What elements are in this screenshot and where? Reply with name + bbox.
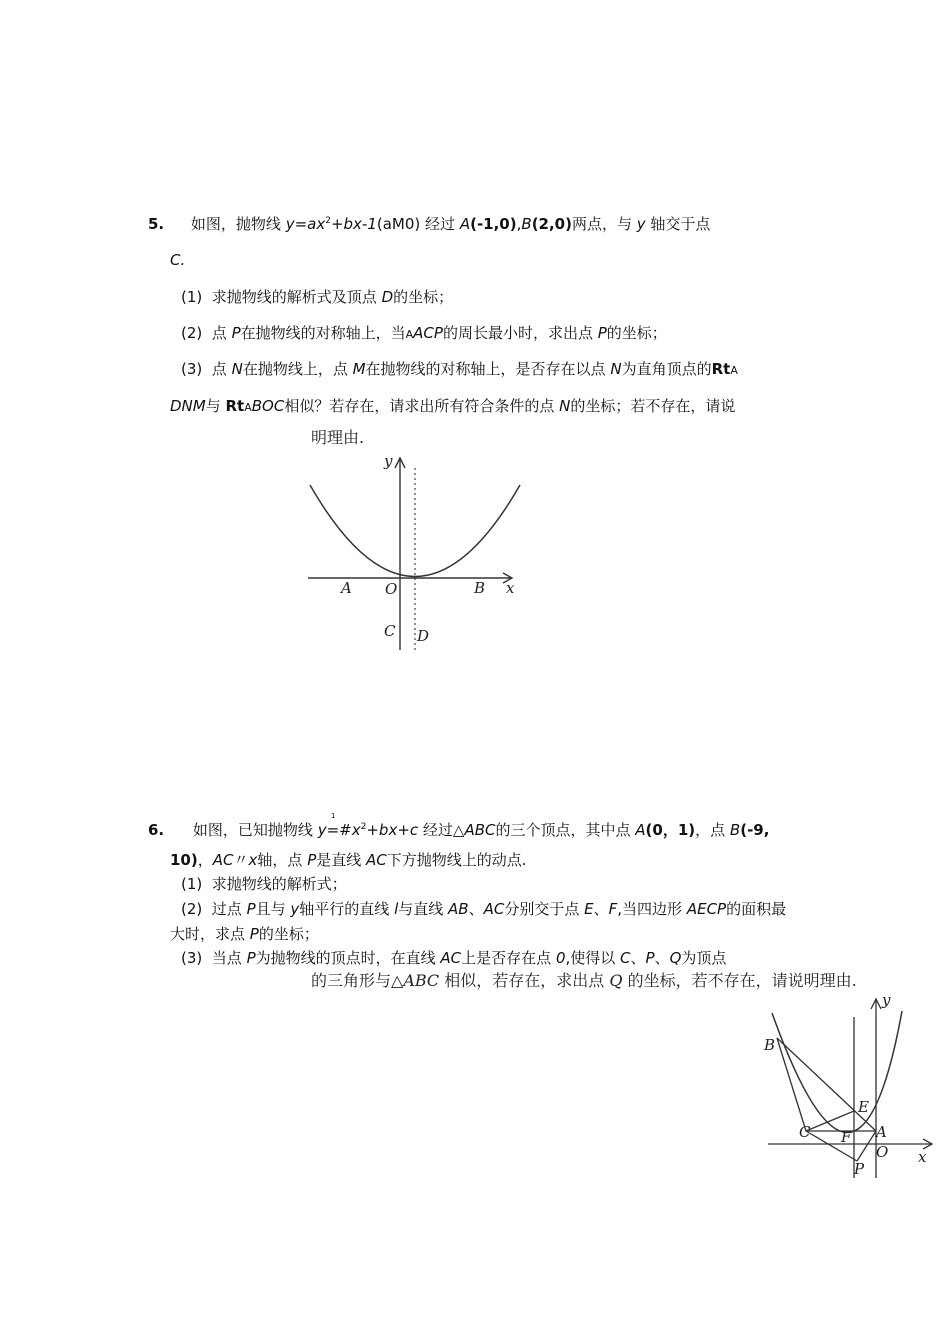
q5-part-1: (1) 求抛物线的解析式及顶点 D的坐标；: [181, 288, 454, 306]
q5-part-2: (2) 点 P在抛物线的对称轴上，当AACP的周长最小时，求出点 P的坐标；: [181, 324, 667, 342]
q5-parabola-figure: [300, 450, 540, 650]
q6-label-E: E: [858, 1098, 869, 1116]
q6-label-A: A: [876, 1123, 887, 1141]
q6-label-C: C: [799, 1123, 811, 1141]
q5-label-x: x: [506, 579, 515, 597]
q5-part-3: (3) 点 N在抛物线上，点 M在抛物线的对称轴上，是否存在以点 N为直角顶点的RtA: [181, 360, 738, 378]
q5-label-D: D: [417, 627, 430, 645]
q5-part-3-cont: DNM与 RtABOC相似？若存在，请求出所有符合条件的点 N的坐标；若不存在，请说: [170, 397, 736, 415]
q5-stem-cont: C.: [170, 251, 186, 269]
q6-part-3-cont: 的三角形与△ABC 相似，若存在，求出点 Q 的坐标，若不存在，请说明理由.: [311, 971, 857, 990]
q6-label-F: F: [841, 1128, 852, 1146]
q6-stem-cont: 10)，AC〃x轴，点 P是直线 AC下方抛物线上的动点.: [170, 851, 527, 869]
q5-label-A: A: [341, 579, 352, 597]
q6-triangle-figure: [762, 993, 942, 1183]
q6-label-B: B: [764, 1036, 776, 1054]
q5-number: 5.: [148, 215, 165, 233]
q6-segment-AP: [857, 1131, 876, 1161]
q6-label-x: x: [918, 1148, 927, 1166]
q6-number: 6.: [148, 821, 165, 839]
q6-stem: 6. 如图，已知抛物线 $y=\#x^2+bx+c$ 经过△ABC的三个顶点，其中点 A(0，1)，点 B(-9,: [148, 821, 770, 839]
q6-parabola: [772, 1011, 902, 1133]
q5-label-O: O: [385, 580, 398, 598]
q6-fraction-mark: 1: [331, 812, 336, 820]
q5-label-C: C: [384, 622, 396, 640]
q6-label-P: P: [854, 1160, 865, 1178]
q5-stem: 5. 如图，抛物线 $y=ax^2+bx-1(aM0)$ 经过 A(-1,0),B(2,0)两点，与 y 轴交于点: [148, 215, 711, 233]
q6-label-y: y: [882, 991, 891, 1009]
q6-part-2-cont: 大时，求点 P的坐标；: [170, 925, 319, 943]
q6-part-1: (1) 求抛物线的解析式；: [181, 875, 347, 893]
q6-part-3: (3) 当点 P为抛物线的顶点时，在直线 AC上是否存在点 0,使得以 C、P、Q为顶点: [181, 949, 727, 967]
q5-label-y: y: [384, 452, 393, 470]
q5-label-B: B: [474, 579, 486, 597]
q6-label-O: O: [876, 1143, 889, 1161]
q6-part-2: (2) 过点 P且与 y轴平行的直线 l与直线 AB、AC分别交于点 E、F,当四边形 AECP的面积最: [181, 900, 787, 918]
q5-part-3-end: 明理由.: [311, 428, 365, 447]
